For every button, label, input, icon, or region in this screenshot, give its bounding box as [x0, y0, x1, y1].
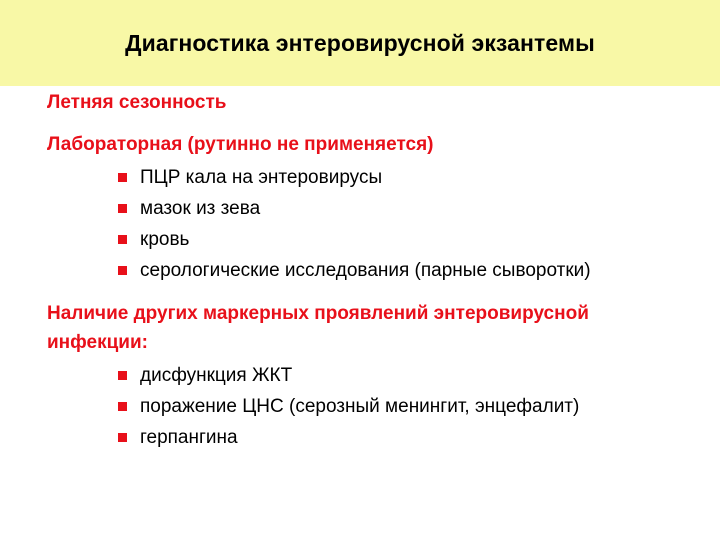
laboratory-list	[47, 162, 687, 286]
title-bar	[0, 0, 720, 86]
list-item	[118, 224, 687, 255]
square-bullet-icon	[118, 204, 127, 213]
square-bullet-icon	[118, 433, 127, 442]
slide-title: Диагностика энтеровирусной экзантемы	[125, 29, 595, 56]
section-heading-markers: Наличие других маркерных проявлений энтеровирусной инфекции:	[47, 303, 589, 353]
square-bullet-icon	[118, 402, 127, 411]
list-item-text: мазок из зева	[140, 198, 261, 219]
list-item	[118, 391, 687, 422]
list-item-text: ПЦР кала на энтеровирусы	[140, 167, 383, 188]
square-bullet-icon	[118, 235, 127, 244]
square-bullet-icon	[118, 266, 127, 275]
square-bullet-icon	[118, 371, 127, 380]
square-bullet-icon	[118, 173, 127, 182]
list-item	[118, 255, 687, 286]
list-item	[118, 162, 687, 193]
markers-list	[47, 360, 687, 453]
list-item-text: поражение ЦНС (серозный менингит, энцефалит)	[140, 396, 580, 417]
list-item	[118, 360, 687, 391]
list-item-text: дисфункция ЖКТ	[140, 365, 293, 386]
list-item	[118, 422, 687, 453]
slide-content	[47, 88, 687, 453]
list-item-text: герпангина	[140, 427, 238, 448]
list-item	[118, 193, 687, 224]
list-item-text: кровь	[140, 229, 190, 250]
section-heading-seasonality: Летняя сезонность	[47, 92, 227, 113]
section-heading-laboratory: Лабораторная (рутинно не применяется)	[47, 134, 434, 155]
list-item-text: серологические исследования (парные сыворотки)	[140, 260, 591, 281]
